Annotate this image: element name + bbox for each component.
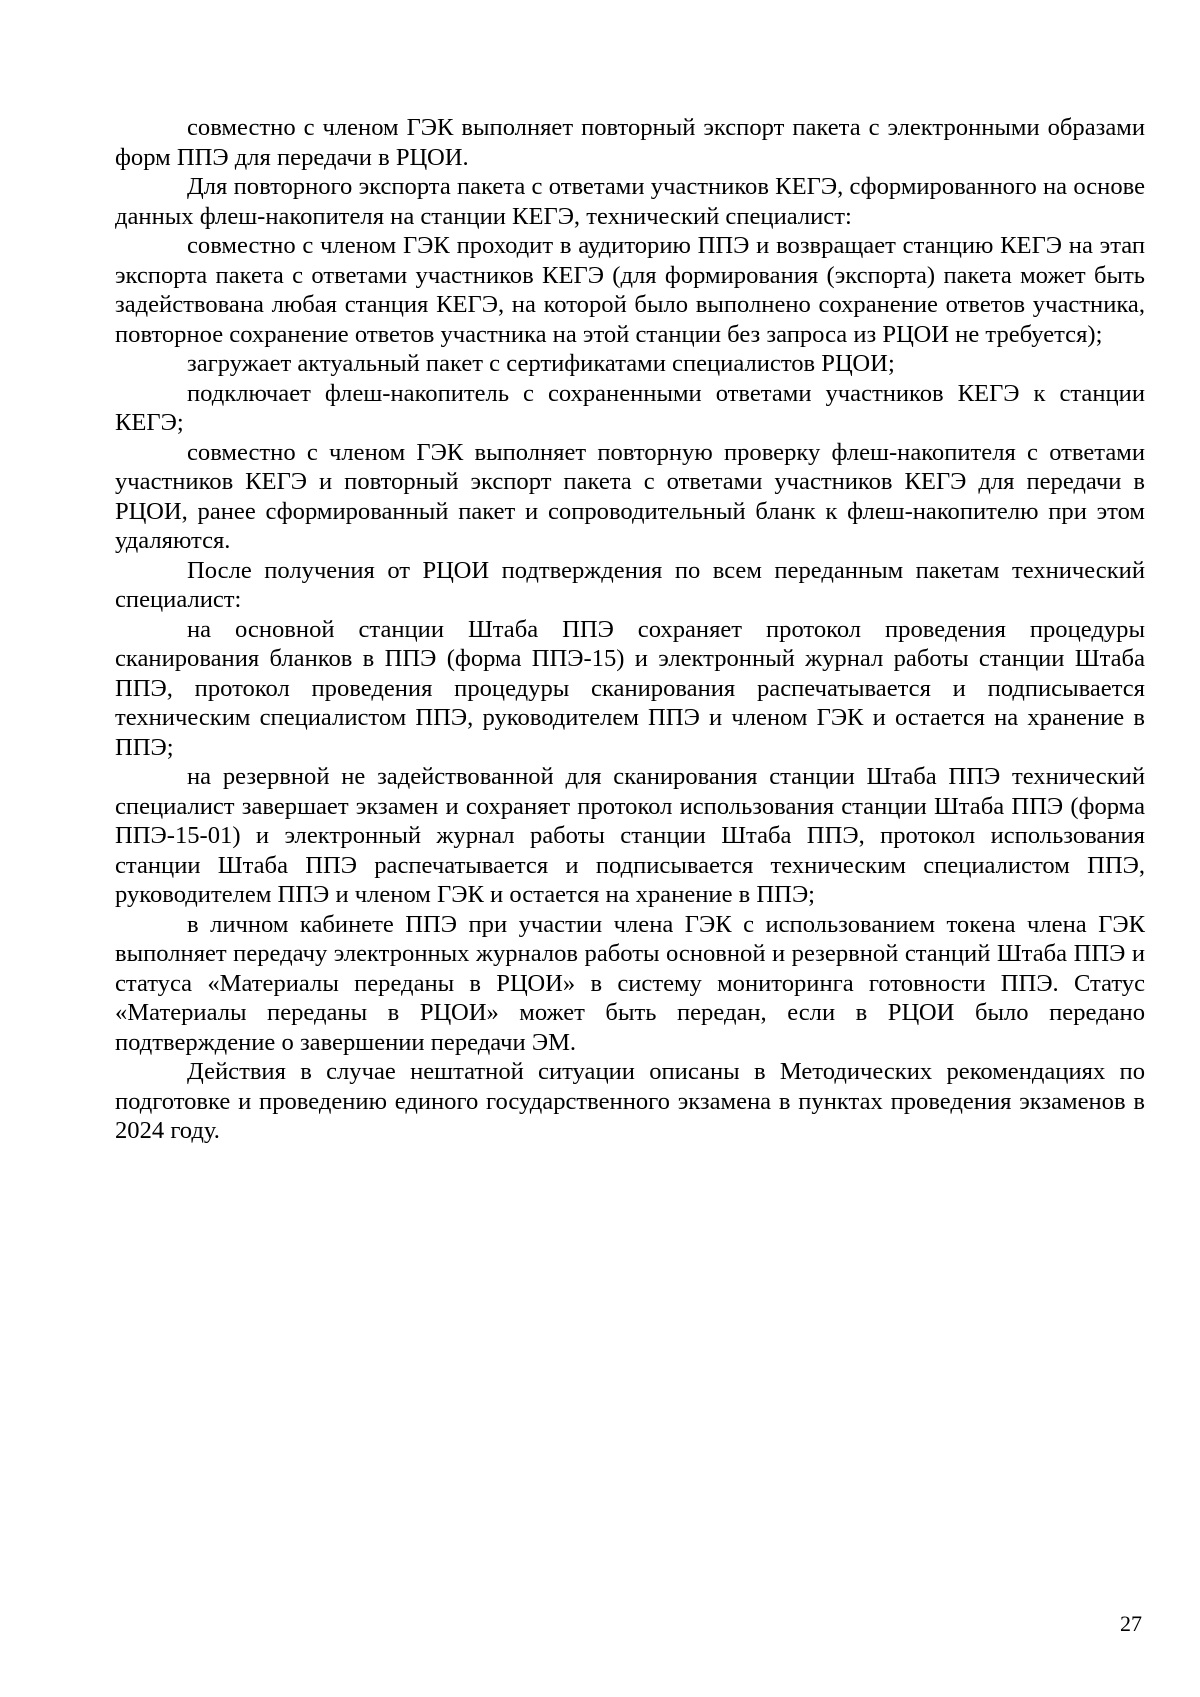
paragraph-personal-account-transfer: в личном кабинете ППЭ при участии члена ГЭК с использованием токена члена ГЭК выполняет передачу электронных журналов работы основной и резервной станций Штаба ППЭ и статуса «Материалы переданы в РЦОИ» в систему мониторинга готовности ППЭ. Статус «Материалы переданы в РЦОИ» может быть передан, если в РЦОИ было передано подтверждение о завершении передачи ЭМ. [115,910,1145,1056]
paragraph-connect-flash-drive: подключает флеш-накопитель с сохраненными ответами участников КЕГЭ к станции КЕГЭ; [115,379,1145,436]
page-number: 27 [1120,1611,1142,1636]
paragraph-return-kege-station: совместно с членом ГЭК проходит в аудиторию ППЭ и возвращает станцию КЕГЭ на этап экспорта пакета с ответами участников КЕГЭ (для формирования (экспорта) пакета может быть задействована любая станция КЕГЭ, на которой было выполнено сохранение ответов участника, повторное сохранение ответов участника на этой станции без запроса из РЦОИ не требуется); [115,232,1145,348]
paragraph-after-confirmation-intro: После получения от РЦОИ подтверждения по всем переданным пакетам технический специалист: [115,556,1145,613]
paragraph-recheck-flash-drive: совместно с членом ГЭК выполняет повторную проверку флеш-накопителя с ответами участников КЕГЭ и повторный экспорт пакета с ответами участников КЕГЭ для передачи в РЦОИ, ранее сформированный пакет и сопроводительный бланк к флеш-накопителю при этом удаляются. [115,438,1145,554]
document-body [115,113,1145,1146]
paragraph-main-station-protocol: на основной станции Штаба ППЭ сохраняет протокол проведения процедуры сканирования бланков в ППЭ (форма ППЭ-15) и электронный журнал работы станции Штаба ППЭ, протокол проведения процедуры сканирования распечатывается и подписывается техническим специалистом ППЭ, руководителем ППЭ и членом ГЭК и остается на хранение в ППЭ; [115,615,1145,761]
paragraph-kege-reexport-intro: Для повторного экспорта пакета с ответами участников КЕГЭ, сформированного на основе данных флеш-накопителя на станции КЕГЭ, технический специалист: [115,173,1145,230]
paragraph-load-certificates: загружает актуальный пакет с сертификатами специалистов РЦОИ; [187,350,895,377]
paragraph-reserve-station-protocol: на резервной не задействованной для сканирования станции Штаба ППЭ технический специалист завершает экзамен и сохраняет протокол использования станции Штаба ППЭ (форма ППЭ-15-01) и электронный журнал работы станции Штаба ППЭ, протокол использования станции Штаба ППЭ распечатывается и подписывается техническим специалистом ППЭ, руководителем ППЭ и членом ГЭК и остается на хранение в ППЭ; [115,763,1145,908]
paragraph-emergency-actions: Действия в случае нештатной ситуации описаны в Методических рекомендациях по подготовке и проведению единого государственного экзамена в пунктах проведения экзаменов в 2024 году. [115,1058,1145,1144]
paragraph-reexport-ppe-forms: совместно с членом ГЭК выполняет повторный экспорт пакета с электронными образами форм ППЭ для передачи в РЦОИ. [115,114,1145,171]
